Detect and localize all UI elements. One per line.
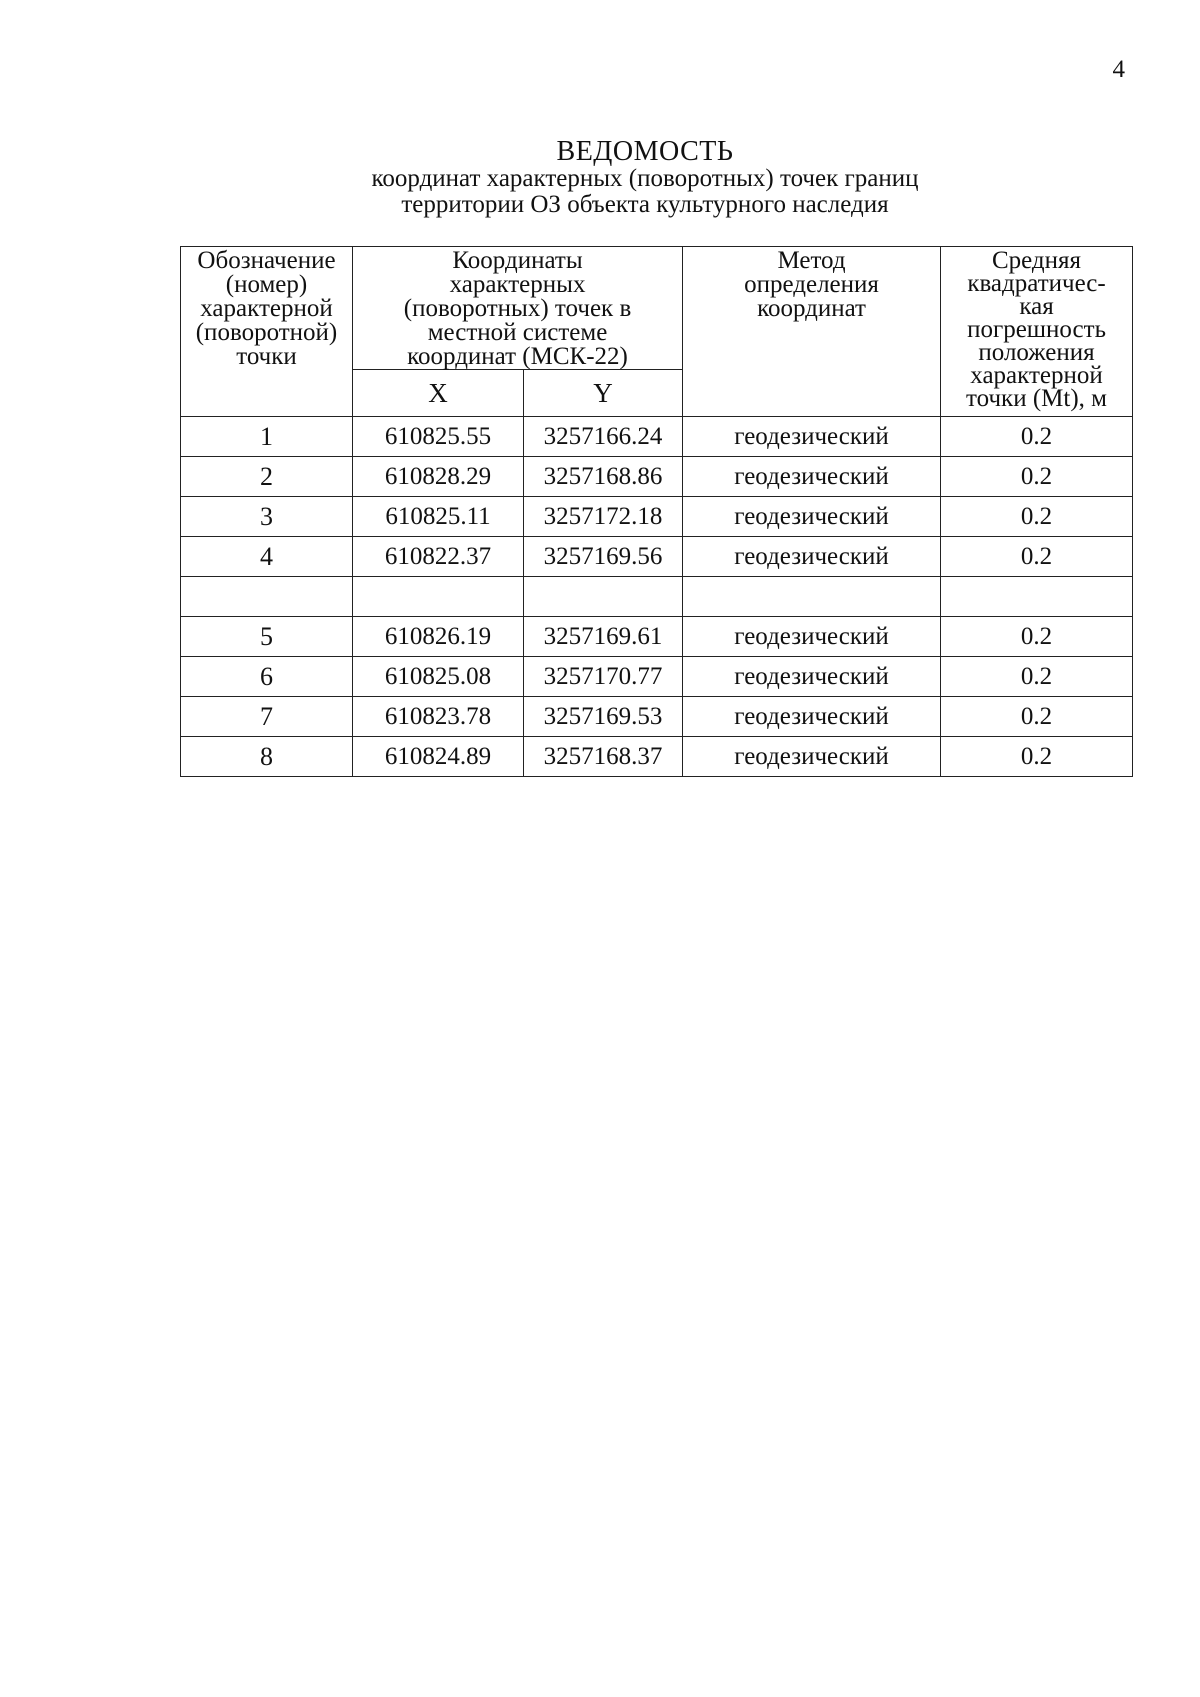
document-subtitle-line-1: координат характерных (поворотных) точек границ bbox=[371, 165, 919, 192]
coordinates-table bbox=[180, 246, 1133, 777]
cell-point-number: 8 bbox=[181, 737, 353, 777]
cell-y: 3257172.18 bbox=[524, 497, 683, 537]
cell-y: 3257169.53 bbox=[524, 697, 683, 737]
cell-mt: 0.2 bbox=[941, 737, 1133, 777]
cell-method: геодезический bbox=[683, 617, 941, 657]
cell-x: 610825.55 bbox=[353, 417, 524, 457]
header-point-designation: Обозначение (номер) характерной (поворотной) точки bbox=[181, 247, 353, 417]
cell-point-number: 7 bbox=[181, 697, 353, 737]
table-row bbox=[181, 537, 1133, 577]
cell-x: 610825.11 bbox=[353, 497, 524, 537]
cell-method: геодезический bbox=[683, 537, 941, 577]
empty-cell bbox=[524, 577, 683, 617]
header-x: X bbox=[353, 370, 524, 417]
cell-y: 3257169.56 bbox=[524, 537, 683, 577]
cell-point-number: 3 bbox=[181, 497, 353, 537]
table-row bbox=[181, 737, 1133, 777]
document-subtitle-line-2: территории ОЗ объекта культурного наследия bbox=[401, 191, 889, 218]
table-row bbox=[181, 657, 1133, 697]
cell-x: 610828.29 bbox=[353, 457, 524, 497]
document-heading bbox=[0, 138, 1200, 218]
cell-y: 3257168.86 bbox=[524, 457, 683, 497]
header-y: Y bbox=[524, 370, 683, 417]
cell-point-number: 5 bbox=[181, 617, 353, 657]
empty-cell bbox=[941, 577, 1133, 617]
cell-method: геодезический bbox=[683, 657, 941, 697]
cell-mt: 0.2 bbox=[941, 537, 1133, 577]
cell-mt: 0.2 bbox=[941, 617, 1133, 657]
cell-x: 610822.37 bbox=[353, 537, 524, 577]
cell-method: геодезический bbox=[683, 697, 941, 737]
cell-mt: 0.2 bbox=[941, 417, 1133, 457]
empty-cell bbox=[353, 577, 524, 617]
cell-mt: 0.2 bbox=[941, 457, 1133, 497]
document-title: ВЕДОМОСТЬ bbox=[556, 136, 734, 167]
cell-x: 610825.08 bbox=[353, 657, 524, 697]
header-coordinates: Координаты характерных (поворотных) точек в местной системе координат (МСК-22) bbox=[353, 247, 683, 370]
cell-point-number: 4 bbox=[181, 537, 353, 577]
table-row bbox=[181, 617, 1133, 657]
cell-mt: 0.2 bbox=[941, 657, 1133, 697]
page-number: 4 bbox=[1112, 56, 1125, 83]
cell-point-number: 6 bbox=[181, 657, 353, 697]
header-mean-square-error: Средняя квадратичес- кая погрешность положения характерной точки (Mt), м bbox=[941, 247, 1133, 417]
cell-y: 3257170.77 bbox=[524, 657, 683, 697]
cell-x: 610826.19 bbox=[353, 617, 524, 657]
table-row bbox=[181, 497, 1133, 537]
header-method: Метод определения координат bbox=[683, 247, 941, 417]
cell-x: 610823.78 bbox=[353, 697, 524, 737]
cell-y: 3257169.61 bbox=[524, 617, 683, 657]
table-row-empty-separator bbox=[181, 577, 1133, 617]
cell-method: геодезический bbox=[683, 497, 941, 537]
cell-method: геодезический bbox=[683, 457, 941, 497]
cell-point-number: 1 bbox=[181, 417, 353, 457]
table-row bbox=[181, 417, 1133, 457]
cell-y: 3257166.24 bbox=[524, 417, 683, 457]
table-row bbox=[181, 457, 1133, 497]
cell-point-number: 2 bbox=[181, 457, 353, 497]
cell-method: геодезический bbox=[683, 417, 941, 457]
empty-cell bbox=[181, 577, 353, 617]
cell-mt: 0.2 bbox=[941, 697, 1133, 737]
cell-x: 610824.89 bbox=[353, 737, 524, 777]
empty-cell bbox=[683, 577, 941, 617]
cell-y: 3257168.37 bbox=[524, 737, 683, 777]
table-row bbox=[181, 697, 1133, 737]
cell-method: геодезический bbox=[683, 737, 941, 777]
cell-mt: 0.2 bbox=[941, 497, 1133, 537]
